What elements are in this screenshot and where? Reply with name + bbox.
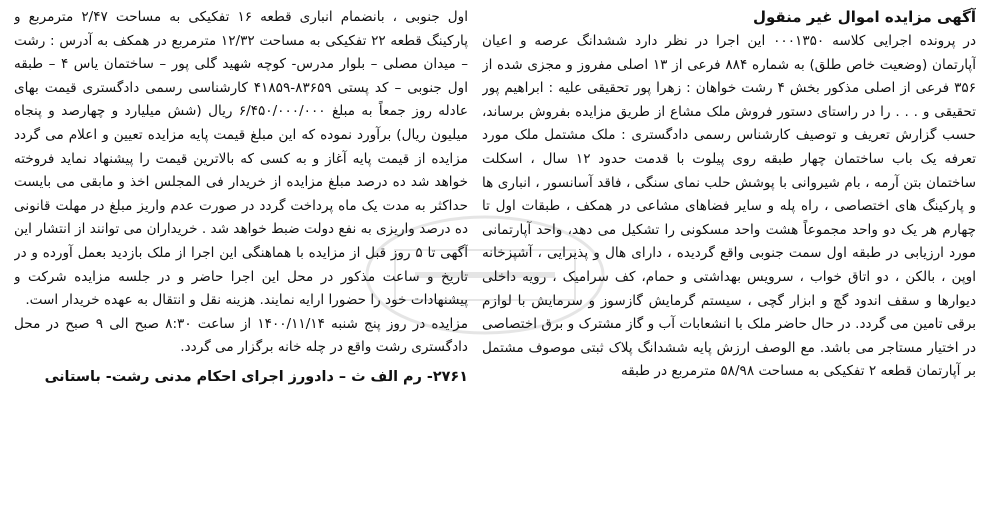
notice-right-column — [482, 6, 976, 524]
notice-body-left: اول جنوبی ، بانضمام انباری قطعه ۱۶ تفکیکی به مساحت ۲/۴۷ مترمربع و پارکینگ قطعه ۲۲ تفکیکی به مساحت ۱۲/۳۲ مترمربع در همکف به آدرس : رشت – میدان مصلی – بلوار مدرس- کوچه شهید گلی پور – ساختمان یاس ۴ – طبقه اول جنوبی – کد پستی ۸۳۶۵۹-۴۱۸۵۹ کارشناسی رسمی دادگستری قیمت بهای عادله روز جمعاً به مبلغ ۶/۴۵۰/۰۰۰/۰۰۰ ریال (شش میلیارد و چهارصد و پنجاه میلیون ریال) برآورد نموده که این مبلغ قیمت پایه مزایده تعیین و اعلام می گردد مزایده از قیمت پایه آغاز و به کسی که بالاترین قیمت را پیشنهاد نماید فروخته خواهد شد ده درصد مبلغ مزایده از خریدار فی المجلس اخذ و مابقی می بایست حداکثر به مدت یک ماه پرداخت گردد در صورت عدم واریز مبلغ در مهلت قانونی ده درصد واریزی به نفع دولت ضبط خواهد شد . خریداران می توانند از انتشار این آگهی تا ۵ روز قبل از مزایده با هماهنگی این اجرا از ملک بازدید بعمل آورده و در تاریخ و ساعت مذکور در محل این اجرا حاضر و در جلسه مزایده شرکت و پیشنهادات خود را حضورا ارایه نمایند. هزینه نقل و انتقال به عهده خریدار است. — [14, 9, 468, 309]
notice-body-right: در پرونده اجرایی کلاسه ۰۰۰۱۳۵۰ این اجرا در نظر دارد ششدانگ عرصه و اعیان آپارتمان (وضعیت خاص طلق) به شماره ۸۸۴ فرعی از ۱۳ اصلی مفروز و مجزی شده از ۳۵۶ فرعی از اصلی مذکور بخش ۴ رشت خواهان : زهرا پور تحقیقی علیه : ابراهیم پور تحقیقی و . . . را در راستای دستور فروش ملک مشاع از طریق مزایده بفروش برساند، حسب گزارش تعریف و توصیف کارشناس رسمی دادگستری : ملک مشتمل ملک مورد تعرفه یک باب ساختمان چهار طبقه روی پیلوت با قدمت حدود ۱۲ سال ، اسکلت ساختمان بتن آرمه ، بام شیروانی با پوشش حلب نمای سنگی ، فاقد آسانسور ، انباری ها و پارکینگ های اختصاصی ، راه پله و سایر فضاهای مشاعی در همکف ، طبقات اول تا چهارم هر یک دو واحد مجموعاً هشت واحد مسکونی را تشکیل می دهد، واحد آپارتمانی مورد ارزیابی در طبقه اول سمت جنوبی واقع گردیده ، دارای هال و پذیرایی ، آشپزخانه اوپن ، بالکن ، دو اتاق خواب ، سرویس بهداشتی و حمام، کف سرامیک ، رویه داخلی دیوارها و سقف اندود گچ و ابزار گچی ، سیستم گرمایش گازسوز و سرمایش با لوازم برقی تامین می گردد. در حال حاضر ملک با انشعابات آب و گاز مشترک و برق اختصاصی در اختیار مستاجر می باشد. مع الوصف ارزش پایه ششدانگ پلاک ثبتی موصوف مشتمل بر آپارتمان قطعه ۲ تفکیکی به مساحت ۵۸/۹۸ مترمربع در طبقه — [482, 33, 976, 380]
notice-left-column — [14, 6, 468, 524]
notice-auction-time: مزایده در روز پنج شنبه ۱۴۰۰/۱۱/۱۴ از ساعت ۸:۳۰ صبح الی ۹ صبح در محل دادگستری رشت واقع در چله خانه برگزار می گردد. — [14, 315, 468, 356]
notice-signature: ۲۷۶۱- رم الف ث – دادورز اجرای احکام مدنی رشت- باستانی — [44, 368, 468, 385]
notice-title: آگهی مزایده اموال غیر منقول — [752, 8, 976, 26]
notice-columns — [10, 6, 976, 524]
